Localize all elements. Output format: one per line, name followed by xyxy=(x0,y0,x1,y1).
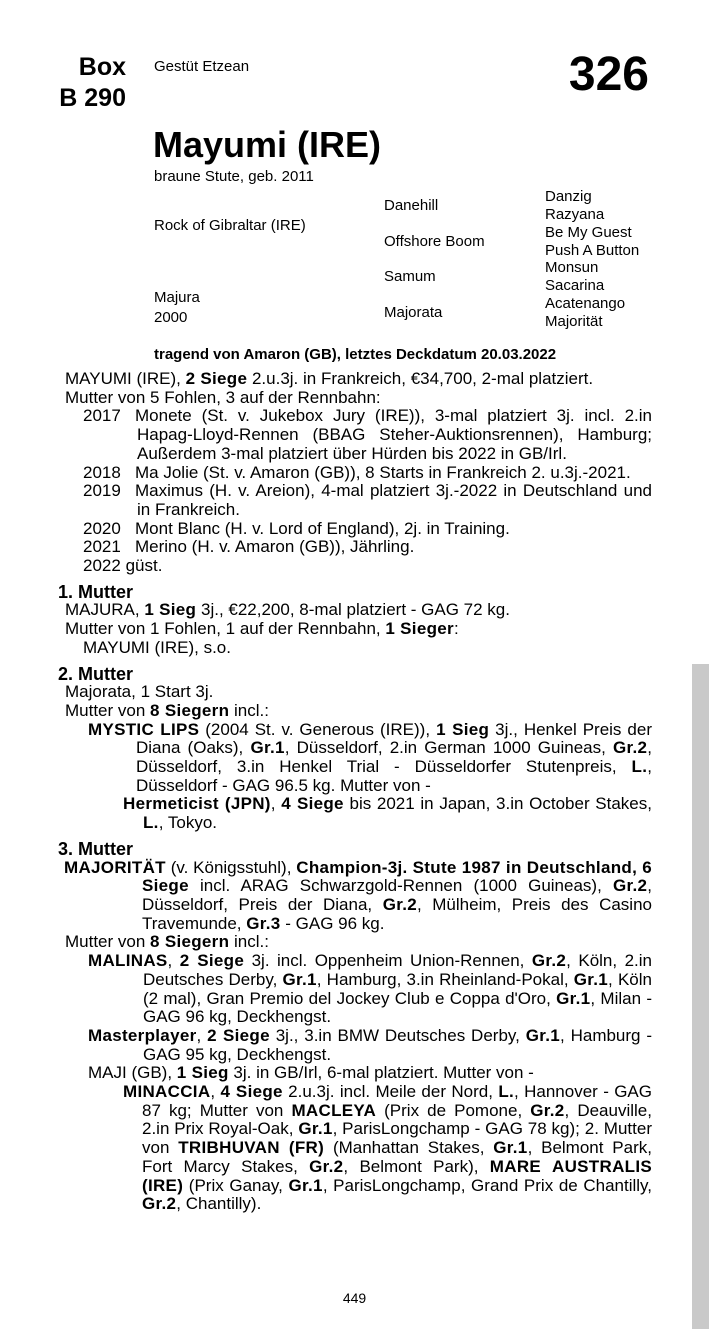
pedigree-gen3: Danzig xyxy=(545,188,592,205)
pedigree-dam: Majura xyxy=(154,289,200,306)
pedigree-gen3: Monsun xyxy=(545,259,599,276)
stud-name: Gestüt Etzean xyxy=(154,58,250,75)
box-label: Box xyxy=(78,53,126,81)
dam3-offspring: MALINAS, 2 Siege 3j. incl. Oppenheim Union-Rennen, Gr.2, Köln, 2.in Deutsches Derby, Gr.1, Hamburg, 3.in Rheinland-Pokal, Gr.1, Köln (2 mal), Gran Premio del Jockey Club e Coppa d'Oro, Gr.1, Milan - GAG 96 kg, Deckhengst. xyxy=(88,951,652,1027)
section-heading-1: 1. Mutter xyxy=(58,581,134,602)
pedigree-gen3: Razyana xyxy=(545,206,605,223)
pedigree-gen2: Offshore Boom xyxy=(384,233,485,250)
section-heading-2: 2. Mutter xyxy=(58,663,134,684)
pedigree-gen3: Acatenango xyxy=(545,295,626,312)
box-number xyxy=(48,52,126,114)
box-value: B 290 xyxy=(59,84,126,112)
dam3-grand-offspring: MINACCIA, 4 Siege 2.u.3j. incl. Meile der Nord, L., Hannover - GAG 87 kg; Mutter von MACLEYA (Prix de Pomone, Gr.2, Deauville, 2.in Prix Royal-Oak, Gr.1, ParisLongchamp - GAG 78 kg); 2. Mutter von TRIBHUVAN (FR) (Manhattan Stakes, Gr.1, Belmont Park, Fort Marcy Stakes, Gr.2, Belmont Park), MARE AUSTRALIS (IRE) (Prix Ganay, Gr.1, ParisLongchamp, Grand Prix de Chantilly, Gr.2, Chantilly). xyxy=(123,1082,652,1214)
pedigree-gen3: Sacarina xyxy=(545,277,605,294)
produce-item: 2017 Monete (St. v. Jukebox Jury (IRE)), 3-mal platziert 3j. incl. 2.in Hapag-Lloyd-Rennen (BBAG Steher-Auktionsrennen), Hamburg; Außerdem 3-mal platziert über Hürden bis 2022 in GB/Irl. xyxy=(83,406,652,463)
dam2-offspring: MYSTIC LIPS (2004 St. v. Generous (IRE)), 1 Sieg 3j., Henkel Preis der Diana (Oaks), Gr.1, Düsseldorf, 2.in German 1000 Guineas, Gr.2, Düsseldorf, 3.in Henkel Trial - Düsseldorfer Stutenpreis, L., Düsseldorf - GAG 96.5 kg. Mutter von - xyxy=(88,719,653,795)
pedigree-sire: Rock of Gibraltar (IRE) xyxy=(154,217,306,234)
horse-name: Mayumi (IRE) xyxy=(153,124,382,165)
dam1-offspring: MAYUMI (IRE), s.o. xyxy=(83,637,231,657)
scrollbar-thumb[interactable] xyxy=(692,664,709,1329)
pedigree-gen2: Danehill xyxy=(384,197,439,214)
produce-item: 2018 Ma Jolie (St. v. Amaron (GB)), 8 Starts in Frankreich 2. u.3j.-2021. xyxy=(83,462,631,482)
page-number: 449 xyxy=(342,1290,367,1306)
dam2-grand-offspring: Hermeticist (JPN), 4 Siege bis 2021 in Japan, 3.in October Stakes, L., Tokyo. xyxy=(123,794,652,833)
produce-item: 2020 Mont Blanc (H. v. Lord of England), 2j. in Training. xyxy=(83,518,510,538)
intro-line: MAYUMI (IRE), 2 Siege 2.u.3j. in Frankreich, €34,700, 2-mal platziert. xyxy=(65,369,594,388)
dam3-foals: Mutter von 8 Siegern incl.: xyxy=(65,932,269,952)
pedigree-gen2: Samum xyxy=(384,268,436,285)
horse-description: braune Stute, geb. 2011 xyxy=(154,168,314,185)
produce-item: 2022 güst. xyxy=(83,556,163,576)
pedigree-dam-year: 2000 xyxy=(154,309,188,326)
dam1-line: MAJURA, 1 Sieg 3j., €22,200, 8-mal platziert - GAG 72 kg. xyxy=(65,600,510,620)
section-heading-3: 3. Mutter xyxy=(58,838,134,859)
pedigree-gen2: Majorata xyxy=(384,304,443,321)
produce-item: 2019 Maximus (H. v. Areion), 4-mal platziert 3j.-2022 in Deutschland und in Frankreich. xyxy=(83,481,652,519)
pedigree-gen3: Push A Button xyxy=(545,242,640,259)
dam2-line: Majorata, 1 Start 3j. xyxy=(65,682,214,702)
pedigree-gen3: Majorität xyxy=(545,313,603,330)
dam1-foals: Mutter von 1 Fohlen, 1 auf der Rennbahn, 1 Sieger: xyxy=(65,619,459,639)
dam2-foals: Mutter von 8 Siegern incl.: xyxy=(65,700,269,720)
pedigree-gen3: Be My Guest xyxy=(545,224,632,241)
produce-item: 2021 Merino (H. v. Amaron (GB)), Jährling. xyxy=(83,537,415,557)
covering-info: tragend von Amaron (GB), letztes Deckdatum 20.03.2022 xyxy=(154,346,557,363)
foals-line: Mutter von 5 Fohlen, 3 auf der Rennbahn: xyxy=(65,387,381,407)
catalogue-text xyxy=(58,370,652,1214)
lot-number: 326 xyxy=(568,48,649,101)
dam3-line: MAJORITÄT (v. Königsstuhl), Champion-3j. Stute 1987 in Deutschland, 6 Siege incl. ARAG Schwarzgold-Rennen (1000 Guineas), Gr.2, Düsseldorf, Preis der Diana, Gr.2, Mülheim, Preis des Casino Travemunde, Gr.3 - GAG 96 kg. xyxy=(64,857,652,933)
dam3-offspring: Masterplayer, 2 Siege 3j., 3.in BMW Deutsches Derby, Gr.1, Hamburg - GAG 95 kg, Deckhengst. xyxy=(88,1025,653,1064)
dam3-offspring: MAJI (GB), 1 Sieg 3j. in GB/Irl, 6-mal platziert. Mutter von - xyxy=(88,1063,534,1083)
